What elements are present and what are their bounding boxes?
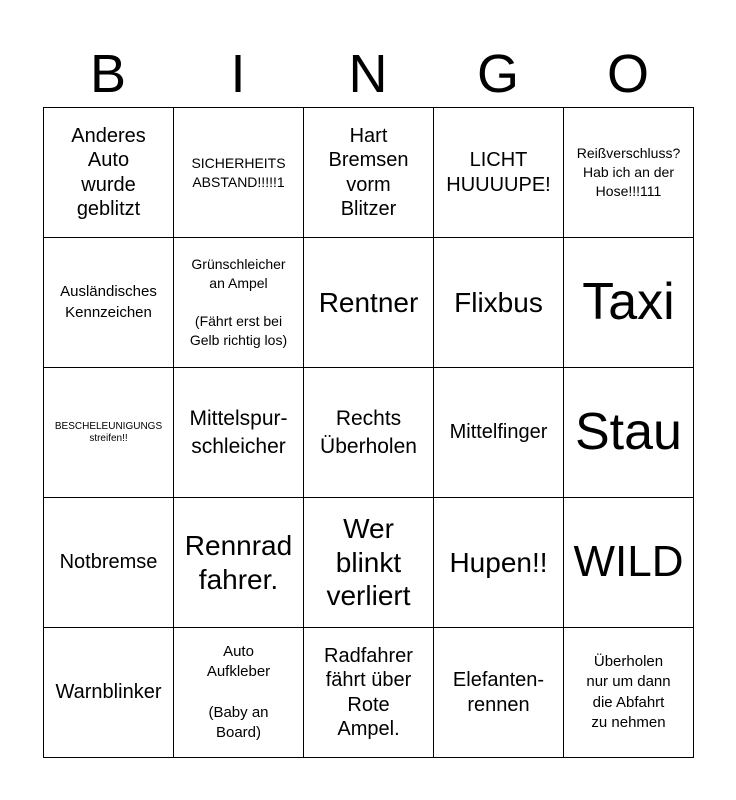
bingo-cell-r4-c1[interactable]: Notbremse [44, 498, 174, 628]
bingo-cell-r3-c4[interactable]: Mittelfinger [434, 368, 564, 498]
bingo-cell-r2-c3[interactable]: Rentner [304, 238, 434, 368]
bingo-cell-r5-c3[interactable]: Radfahrer fährt über Rote Ampel. [304, 628, 434, 758]
bingo-cell-r3-c3[interactable]: Rechts Überholen [304, 368, 434, 498]
bingo-cell-r5-c2[interactable]: Auto Aufkleber (Baby an Board) [174, 628, 304, 758]
bingo-board [43, 107, 694, 758]
bingo-cell-r3-c2[interactable]: Mittelspur- schleicher [174, 368, 304, 498]
header-letter-i: I [230, 44, 246, 104]
bingo-cell-r4-c2[interactable]: Rennrad fahrer. [174, 498, 304, 628]
bingo-cell-r3-c1[interactable]: BESCHELEUNIGUNGS streifen!! [44, 368, 174, 498]
bingo-header [43, 40, 693, 108]
bingo-cell-r2-c1[interactable]: Ausländisches Kennzeichen [44, 238, 174, 368]
header-letter-b: B [89, 44, 127, 104]
header-letter-n: N [348, 44, 388, 104]
bingo-cell-r5-c1[interactable]: Warnblinker [44, 628, 174, 758]
bingo-cell-r4-c4[interactable]: Hupen!! [434, 498, 564, 628]
header-letter-g: G [476, 44, 519, 104]
bingo-cell-r2-c4[interactable]: Flixbus [434, 238, 564, 368]
bingo-cell-r4-c3[interactable]: Wer blinkt verliert [304, 498, 434, 628]
bingo-cell-r1-c1[interactable]: Anderes Auto wurde geblitzt [44, 108, 174, 238]
bingo-cell-r2-c5[interactable]: Taxi [564, 238, 694, 368]
bingo-cell-r4-c5[interactable]: WILD [564, 498, 694, 628]
bingo-cell-r1-c2[interactable]: SICHERHEITS ABSTAND!!!!!1 [174, 108, 304, 238]
bingo-cell-r5-c4[interactable]: Elefanten- rennen [434, 628, 564, 758]
bingo-cell-r3-c5[interactable]: Stau [564, 368, 694, 498]
bingo-cell-r2-c2[interactable]: Grünschleicher an Ampel (Fährt erst bei Gelb richtig los) [174, 238, 304, 368]
bingo-cell-r1-c5[interactable]: Reißverschluss? Hab ich an der Hose!!!111 [564, 108, 694, 238]
bingo-cell-r1-c3[interactable]: Hart Bremsen vorm Blitzer [304, 108, 434, 238]
bingo-cell-r1-c4[interactable]: LICHT HUUUUPE! [434, 108, 564, 238]
bingo-cell-r5-c5[interactable]: Überholen nur um dann die Abfahrt zu nehmen [564, 628, 694, 758]
header-letter-o: O [606, 44, 649, 104]
